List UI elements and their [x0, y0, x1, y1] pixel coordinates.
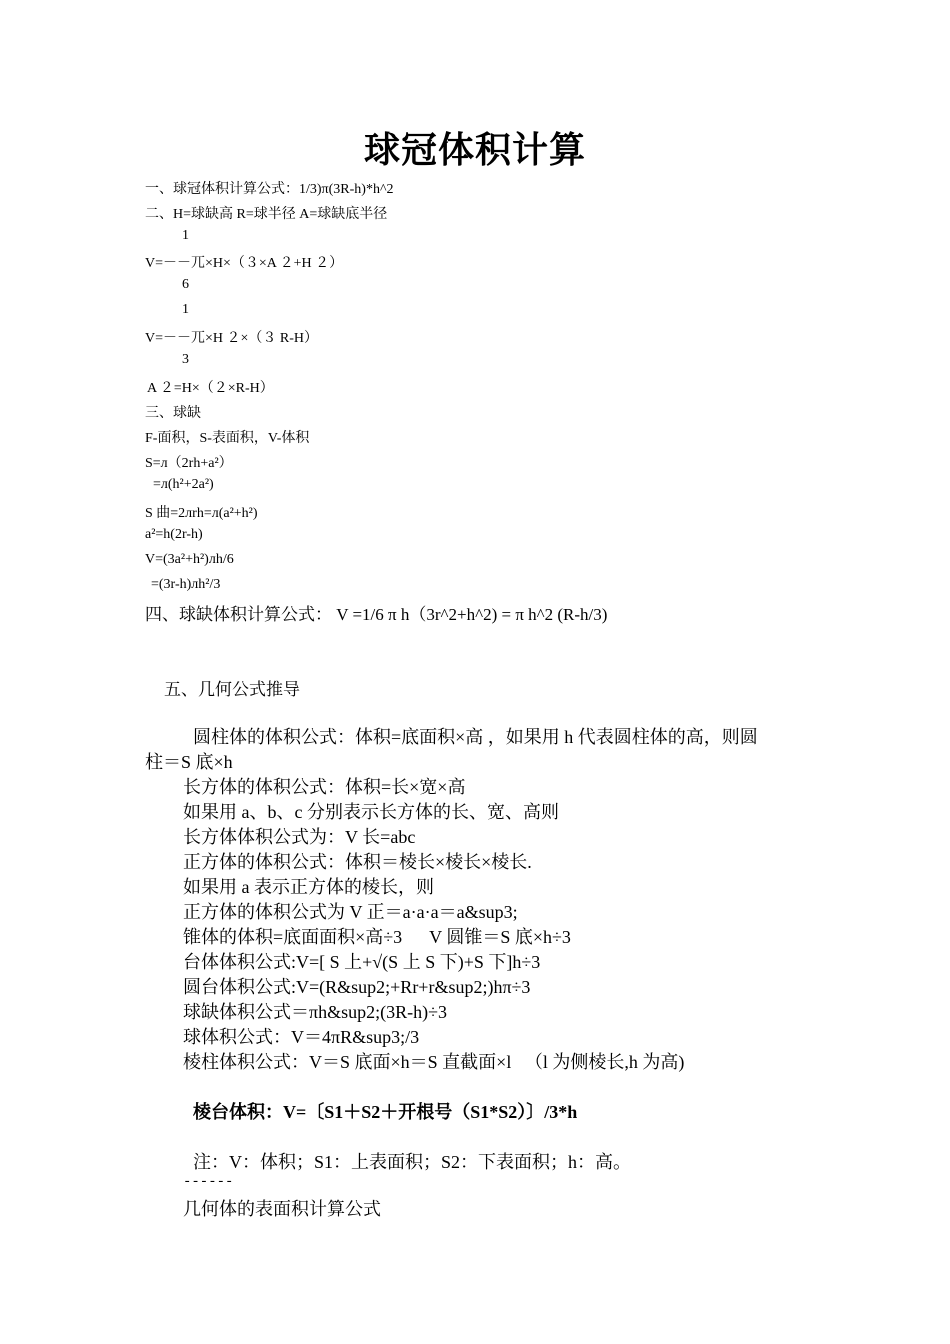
text-line: =(3r-h)лh²/3	[151, 577, 221, 592]
text-line: a²=h(2r-h)	[145, 527, 203, 542]
document-title: 球冠体积计算	[363, 130, 586, 171]
text-line: 球体积公式：V＝4πR&sup3;/3	[183, 1027, 420, 1047]
text-line: 几何体的表面积计算公式	[183, 1199, 381, 1219]
text-line: 1	[182, 228, 189, 243]
text-line: 柱＝S 底×h	[145, 752, 233, 772]
text-line: V=(3a²+h²)лh/6	[145, 552, 234, 567]
text-line: 如果用 a、b、c 分别表示长方体的长、宽、高则	[183, 802, 559, 822]
text-line: 长方体的体积公式：体积=长×宽×高	[183, 777, 466, 797]
text-line: 三、球缺	[145, 406, 201, 421]
text-line: 6	[182, 277, 189, 292]
text-line: 正方体的体积公式为 V 正＝a·a·a＝a&sup3;	[183, 902, 518, 922]
bold-formula: 棱台体积：V=〔S1＋S2＋开根号（S1*S2）〕/3*h	[193, 1102, 578, 1122]
text-line: S 曲=2лrh=л(a²+h²)	[145, 506, 258, 521]
note-line: 注：V：体积；S1：上表面积；S2：下表面积；h：高。	[193, 1152, 632, 1172]
text-line: S=л（2rh+a²）	[145, 456, 233, 471]
section-heading: 五、几何公式推导	[164, 680, 300, 699]
text-line: 台体体积公式:V=[ S 上+√(S 上 S 下)+S 下]h÷3	[183, 952, 541, 972]
text-line: 1	[182, 302, 189, 317]
text-line: 如果用 a 表示正方体的棱长，则	[183, 877, 434, 897]
separator-line: ------	[183, 1174, 234, 1190]
text-line: 锥体的体积=底面面积×高÷3 V 圆锥＝S 底×h÷3	[183, 927, 571, 947]
text-line: V=－－兀×H×（３×A ２+H ２）	[145, 256, 344, 271]
text-line: 正方体的体积公式：体积＝棱长×棱长×棱长.	[183, 852, 532, 872]
text-line: 球缺体积公式＝πh&sup2;(3R-h)÷3	[183, 1002, 447, 1022]
text-line: 棱柱体积公式：V＝S 底面×h＝S 直截面×l （l 为侧棱长,h 为高)	[183, 1052, 685, 1072]
text-line: 3	[182, 352, 189, 367]
text-line: 圆台体积公式:V=(R&sup2;+Rr+r&sup2;)hπ÷3	[183, 977, 531, 997]
text-line: V=－－兀×H ２×（３ R-H）	[145, 331, 319, 346]
text-line: F-面积，S-表面积，V-体积	[145, 431, 310, 446]
text-line: 圆柱体的体积公式：体积=底面积×高 ，如果用 h 代表圆柱体的高，则圆	[193, 727, 758, 747]
text-line: =л(h²+2a²)	[153, 477, 214, 492]
text-line: 四、球缺体积计算公式： V =1/6 π h（3r^2+h^2) = π h^2 (R-h/3)	[145, 605, 608, 624]
text-line: 二、H=球缺高 R=球半径 A=球缺底半径	[145, 207, 388, 222]
text-line: A ２=H×（２×R-H）	[147, 381, 274, 396]
text-line: 一、球冠体积计算公式：1/3)π(3R-h)*h^2	[145, 182, 394, 197]
text-line: 长方体体积公式为：V 长=abc	[183, 827, 416, 847]
